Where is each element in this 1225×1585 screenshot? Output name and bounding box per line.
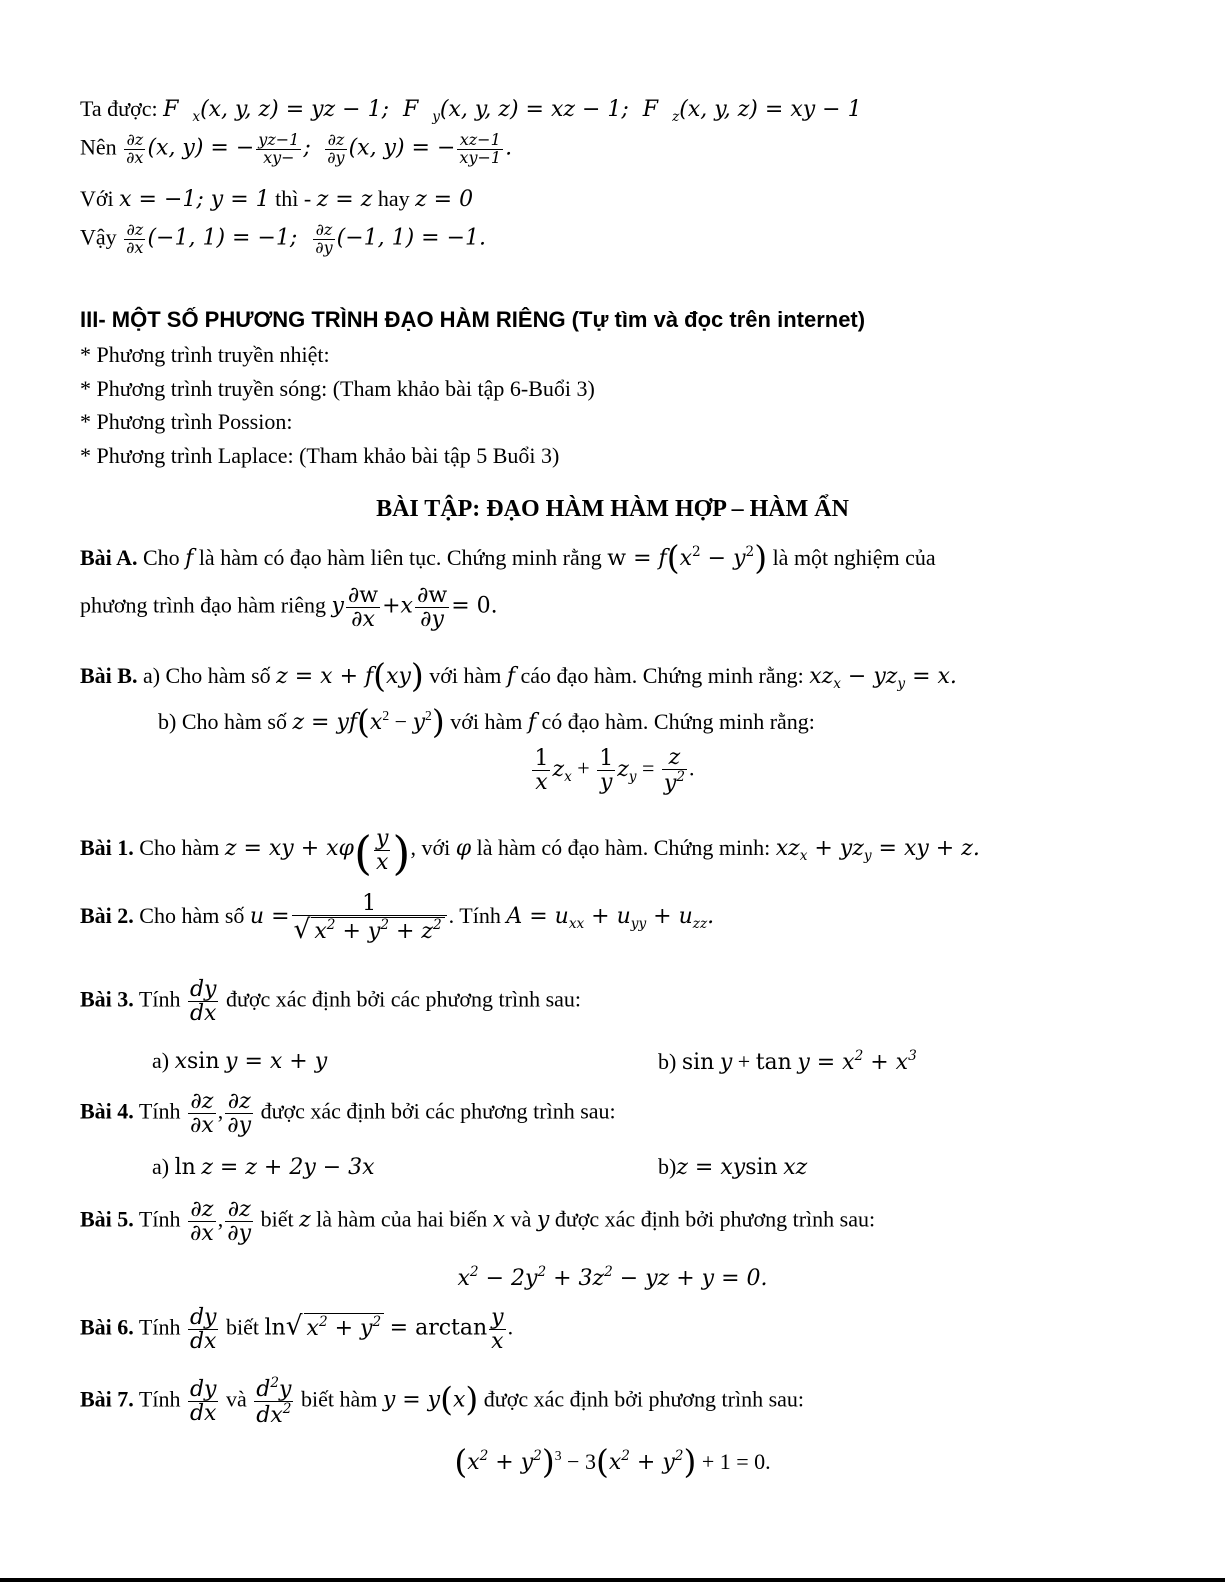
bai-3b-label: b) <box>658 1048 677 1074</box>
line-nen: Nên $\frac{\partial z}{\partial x}$ (x, y) = − $\frac{yz-1}{xy-}$ ; $\frac{\partial z}{\partial y}$ (x, y) = − $\frac{xz-1}{xy-1}$ . <box>80 130 513 167</box>
bai-4b-label: b) <box>658 1154 677 1179</box>
line4-prefix: Vậy <box>80 224 117 250</box>
line-partial-derivatives-F <box>80 96 862 125</box>
section3-heading: III- MỘT SỐ PHƯƠNG TRÌNH ĐẠO HÀM RIÊNG (Tự tìm và đọc trên internet) <box>80 307 866 332</box>
bai-5-text3: là hàm của hai biến <box>316 1206 488 1232</box>
bai-2-label: Bài 2. <box>80 902 134 928</box>
bai-a-text2: là hàm có đạo hàm liên tục. Chứng minh rằng <box>198 545 602 571</box>
bai-5-label: Bài 5. <box>80 1206 134 1232</box>
bai-4-label: Bài 4. <box>80 1098 134 1124</box>
line4-tail: (−1, 1) = −1. <box>336 225 487 251</box>
bai-5-line: Bài 5. Tính $\frac{\partial z}{\partial x}$ , $\frac{\partial z}{\partial y}$ biết z là hàm của hai biến x và y được xác định bởi phương trình sau: <box>80 1197 876 1247</box>
bai-5-text4: và <box>510 1206 532 1232</box>
bai-3a-label: a) <box>152 1048 170 1073</box>
bai-4-line: Bài 4. Tính $\frac{\partial z}{\partial x}$ , $\frac{\partial z}{\partial y}$ được xác định bởi các phương trình sau: <box>80 1089 616 1139</box>
bai-3-text2: được xác định bởi các phương trình sau: <box>225 986 582 1012</box>
bai-7-equation: $(x^2 + y^2)^3 - 3(x^2 + y^2) + 1 = 0$. <box>454 1442 771 1481</box>
bai-7-text3: biết hàm <box>300 1386 378 1412</box>
bai-b-b-equation: $\frac{1}{x}$ $z_x$ + $\frac{1}{y}$ $z_y$ = $\frac{z}{y^2}$ . <box>534 745 695 796</box>
bai-4a: a) ln z = z + 2y − 3x <box>152 1154 375 1180</box>
bai-7-line: Bài 7. Tính $\frac{dy}{dx}$ và $\frac{d^2y}{dx^2}$ biết hàm y = y(x) được xác định bởi phương trình sau: <box>80 1375 805 1428</box>
bai-a-label: Bài A. <box>80 545 138 571</box>
bai-a-text4: phương trình đạo hàm riêng <box>80 592 326 618</box>
bai-4-text2: được xác định bởi các phương trình sau: <box>260 1098 616 1124</box>
bai-3-text1: Tính <box>138 986 181 1012</box>
bai-a-line1: Bài A. Cho f là hàm có đạo hàm liên tục. Chứng minh rằng $w = f(x^2 - y^2)$ là một nghiệm của <box>80 538 936 577</box>
bai-3b: b) $\sin y + \tan y = x^2 + x^3$ <box>658 1048 917 1075</box>
bai-7-text4: được xác định bởi phương trình sau: <box>483 1386 805 1412</box>
bai-1-line: Bài 1. Cho hàm z = xy + xφ( $\frac{y}{x}$ ), với φ là hàm có đạo hàm. Chứng minh: $xz_x + yz_y$ = xy + z. <box>80 825 980 880</box>
line-voi: Với x = −1; y = 1 thì - z = z hay z = 0 <box>80 186 474 212</box>
bai-1-text2: , với <box>410 835 451 861</box>
bai-b-b-text2: với hàm <box>450 709 523 735</box>
bai-6-line: Bài 6. Tính $\frac{dy}{dx}$ biết ln√ $x^2 + y^2 = \arctan$ $\frac{y}{x}$ . <box>80 1305 514 1355</box>
section3-item-poisson: * Phương trình Possion: <box>80 409 293 434</box>
bai-b-a-text2: với hàm <box>429 663 502 689</box>
section3-item-wave: * Phương trình truyền sóng: (Tham khảo bài tập 6-Buổi 3) <box>80 376 595 401</box>
bai-1-text3: là hàm có đạo hàm. Chứng minh: <box>476 835 771 861</box>
bai-b-label: Bài B. <box>80 663 138 689</box>
line-vay: Vậy $\frac{\partial z}{\partial x}$ (−1, 1) = −1; $\frac{\partial z}{\partial y}$ (−1, 1) = −1. <box>80 220 487 257</box>
bai-6-text1: Tính <box>138 1314 181 1340</box>
bai-4-text1: Tính <box>138 1098 181 1124</box>
bai-5-text2: biết <box>260 1206 294 1232</box>
bai-5-text1: Tính <box>138 1206 181 1232</box>
bai-6-text2: biết <box>225 1314 259 1340</box>
bai-5-text5: được xác định bởi phương trình sau: <box>554 1206 876 1232</box>
bai-7-text2: và <box>225 1386 247 1412</box>
bai-7-text1: Tính <box>138 1386 181 1412</box>
bai-2-line: Bài 2. Cho hàm số u = $\frac{1}{√ x^2 + y^2 + z^2}$ . Tính $A = u_{xx} + u_{yy} + u_{zz}$. <box>80 891 715 946</box>
bai-a-text1: Cho <box>142 545 180 571</box>
bai-b-b-text3: có đạo hàm. Chứng minh rằng: <box>541 709 815 735</box>
bai-1-label: Bài 1. <box>80 835 134 861</box>
bai-b-a-line: Bài B. a) Cho hàm số z = x + f(xy) với hàm f cáo đạo hàm. Chứng minh rằng: $xz_x - yz_y = x$. <box>80 656 957 695</box>
line1-prefix: Ta được: <box>80 96 158 121</box>
bai-2-text2: . Tính <box>448 902 501 928</box>
bai-b-b-line: b) Cho hàm số $z = yf(x^2 - y^2)$ với hàm f có đạo hàm. Chứng minh rằng: <box>158 702 815 741</box>
bai-6-label: Bài 6. <box>80 1314 134 1340</box>
bai-5-equation: $x^2 - 2y^2 + 3z^2$ − yz + y = 0. <box>457 1264 768 1291</box>
section3-item-laplace: * Phương trình Laplace: (Tham khảo bài tập 5 Buổi 3) <box>80 443 560 468</box>
bai-a-line2: phương trình đạo hàm riêng y $\frac{\partial w}{\partial x}$ +x $\frac{\partial w}{\partial y}$ = 0. <box>80 583 498 633</box>
bai-b-b-text1: b) Cho hàm số <box>158 709 287 735</box>
exercises-title: BÀI TẬP: ĐẠO HÀM HÀM HỢP – HÀM ẨN <box>376 496 849 522</box>
bai-b-a-text1: a) Cho hàm số <box>142 663 271 689</box>
bai-b-a-text3: cáo đạo hàm. Chứng minh rằng: <box>520 663 804 689</box>
bai-3-label: Bài 3. <box>80 986 134 1012</box>
section3-item-heat: * Phương trình truyền nhiệt: <box>80 342 330 367</box>
bai-1-text1: Cho hàm <box>139 835 220 861</box>
bai-4b: b)z = xysin xz <box>658 1154 808 1180</box>
bai-4a-label: a) <box>152 1154 170 1179</box>
line1-math: F $_x$(x, y, z) = yz − 1; F $_y$(x, y, z) = xz − 1; F $_z$(x, y, z) = xy − 1 <box>163 97 862 125</box>
bai-3a: a) xsin y = x + y <box>152 1048 328 1074</box>
bai-7-label: Bài 7. <box>80 1386 134 1412</box>
page-bottom-rule <box>0 1578 1225 1582</box>
line3-prefix: Với <box>80 186 114 211</box>
bai-a-text3: là một nghiệm của <box>772 545 936 571</box>
bai-3-line: Bài 3. Tính $\frac{dy}{dx}$ được xác định bởi các phương trình sau: <box>80 977 582 1027</box>
bai-2-text1: Cho hàm số <box>139 902 245 928</box>
line2-prefix: Nên <box>80 134 117 160</box>
